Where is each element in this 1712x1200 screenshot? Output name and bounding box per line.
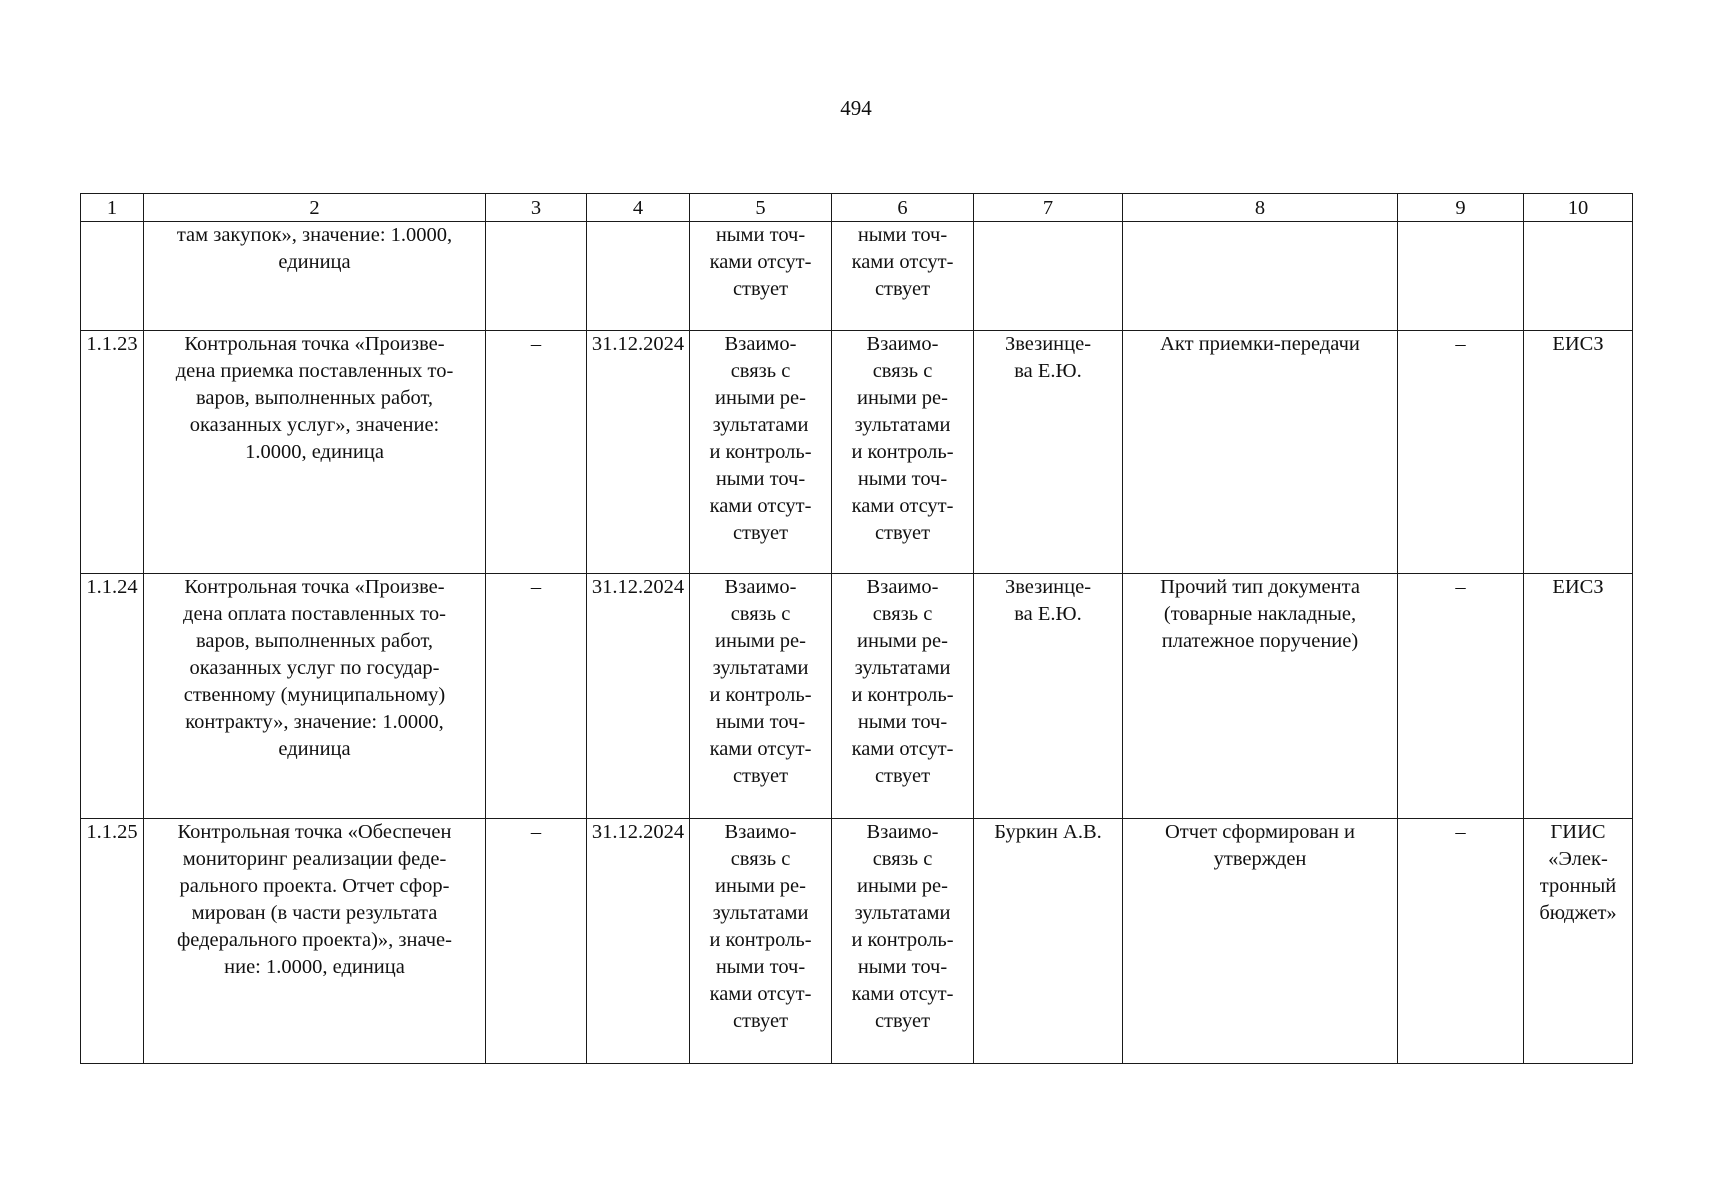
info-system-cell: ЕИСЗ: [1524, 331, 1633, 574]
table-row: [81, 574, 1633, 819]
end-date-cell: 31.12.2024: [587, 574, 690, 819]
responsible-cell: Звезинце- ва Е.Ю.: [974, 331, 1123, 574]
header-cell-8: 8: [1123, 194, 1398, 222]
end-date-cell: [587, 222, 690, 331]
description-cell: Контрольная точка «Произве- дена приемка поставленных то- варов, выполненных работ, оказанных услуг», значение: 1.0000, единица: [144, 331, 486, 574]
header-cell-6: 6: [832, 194, 974, 222]
successor-cell: Взаимо- связь с иными ре- зультатами и контроль- ными точ- ками отсут- ствует: [832, 819, 974, 1064]
description-cell: там закупок», значение: 1.0000, единица: [144, 222, 486, 331]
info-system-cell: [1524, 222, 1633, 331]
start-date-cell: [486, 222, 587, 331]
header-cell-1: 1: [81, 194, 144, 222]
predecessor-cell: Взаимо- связь с иными ре- зультатами и контроль- ными точ- ками отсут- ствует: [690, 819, 832, 1064]
info-system-cell: ЕИСЗ: [1524, 574, 1633, 819]
header-cell-7: 7: [974, 194, 1123, 222]
start-date-cell: –: [486, 574, 587, 819]
successor-cell: Взаимо- связь с иными ре- зультатами и контроль- ными точ- ками отсут- ствует: [832, 331, 974, 574]
predecessor-cell: ными точ- ками отсут- ствует: [690, 222, 832, 331]
start-date-cell: –: [486, 331, 587, 574]
table-row: [81, 331, 1633, 574]
info-system-cell: ГИИС «Элек- тронный бюджет»: [1524, 819, 1633, 1064]
predecessor-cell: Взаимо- связь с иными ре- зультатами и контроль- ными точ- ками отсут- ствует: [690, 331, 832, 574]
table-row: [81, 819, 1633, 1064]
document-type-cell: [1123, 222, 1398, 331]
level-cell: [1398, 222, 1524, 331]
row-number-cell: 1.1.24: [81, 574, 144, 819]
plan-table: [80, 193, 1633, 1064]
responsible-cell: Буркин А.В.: [974, 819, 1123, 1064]
header-cell-9: 9: [1398, 194, 1524, 222]
level-cell: –: [1398, 331, 1524, 574]
description-cell: Контрольная точка «Произве- дена оплата поставленных то- варов, выполненных работ, оказанных услуг по государ- ственному (муниципальному) контракту», значение: 1.0000, единица: [144, 574, 486, 819]
page-number: 494: [840, 96, 872, 120]
level-cell: –: [1398, 574, 1524, 819]
header-cell-4: 4: [587, 194, 690, 222]
end-date-cell: 31.12.2024: [587, 819, 690, 1064]
header-cell-2: 2: [144, 194, 486, 222]
header-cell-10: 10: [1524, 194, 1633, 222]
successor-cell: Взаимо- связь с иными ре- зультатами и контроль- ными точ- ками отсут- ствует: [832, 574, 974, 819]
level-cell: –: [1398, 819, 1524, 1064]
responsible-cell: [974, 222, 1123, 331]
description-cell: Контрольная точка «Обеспечен мониторинг реализации феде- рального проекта. Отчет сфор- мирован (в части результата федерального проекта)», значе- ние: 1.0000, единица: [144, 819, 486, 1064]
end-date-cell: 31.12.2024: [587, 331, 690, 574]
row-number-cell: 1.1.25: [81, 819, 144, 1064]
predecessor-cell: Взаимо- связь с иными ре- зультатами и контроль- ными точ- ками отсут- ствует: [690, 574, 832, 819]
table-row: [81, 222, 1633, 331]
header-row: [81, 194, 1633, 222]
header-cell-3: 3: [486, 194, 587, 222]
document-type-cell: Отчет сформирован и утвержден: [1123, 819, 1398, 1064]
successor-cell: ными точ- ками отсут- ствует: [832, 222, 974, 331]
responsible-cell: Звезинце- ва Е.Ю.: [974, 574, 1123, 819]
row-number-cell: [81, 222, 144, 331]
start-date-cell: –: [486, 819, 587, 1064]
document-type-cell: Прочий тип документа (товарные накладные, платежное поручение): [1123, 574, 1398, 819]
header-cell-5: 5: [690, 194, 832, 222]
row-number-cell: 1.1.23: [81, 331, 144, 574]
document-type-cell: Акт приемки-передачи: [1123, 331, 1398, 574]
